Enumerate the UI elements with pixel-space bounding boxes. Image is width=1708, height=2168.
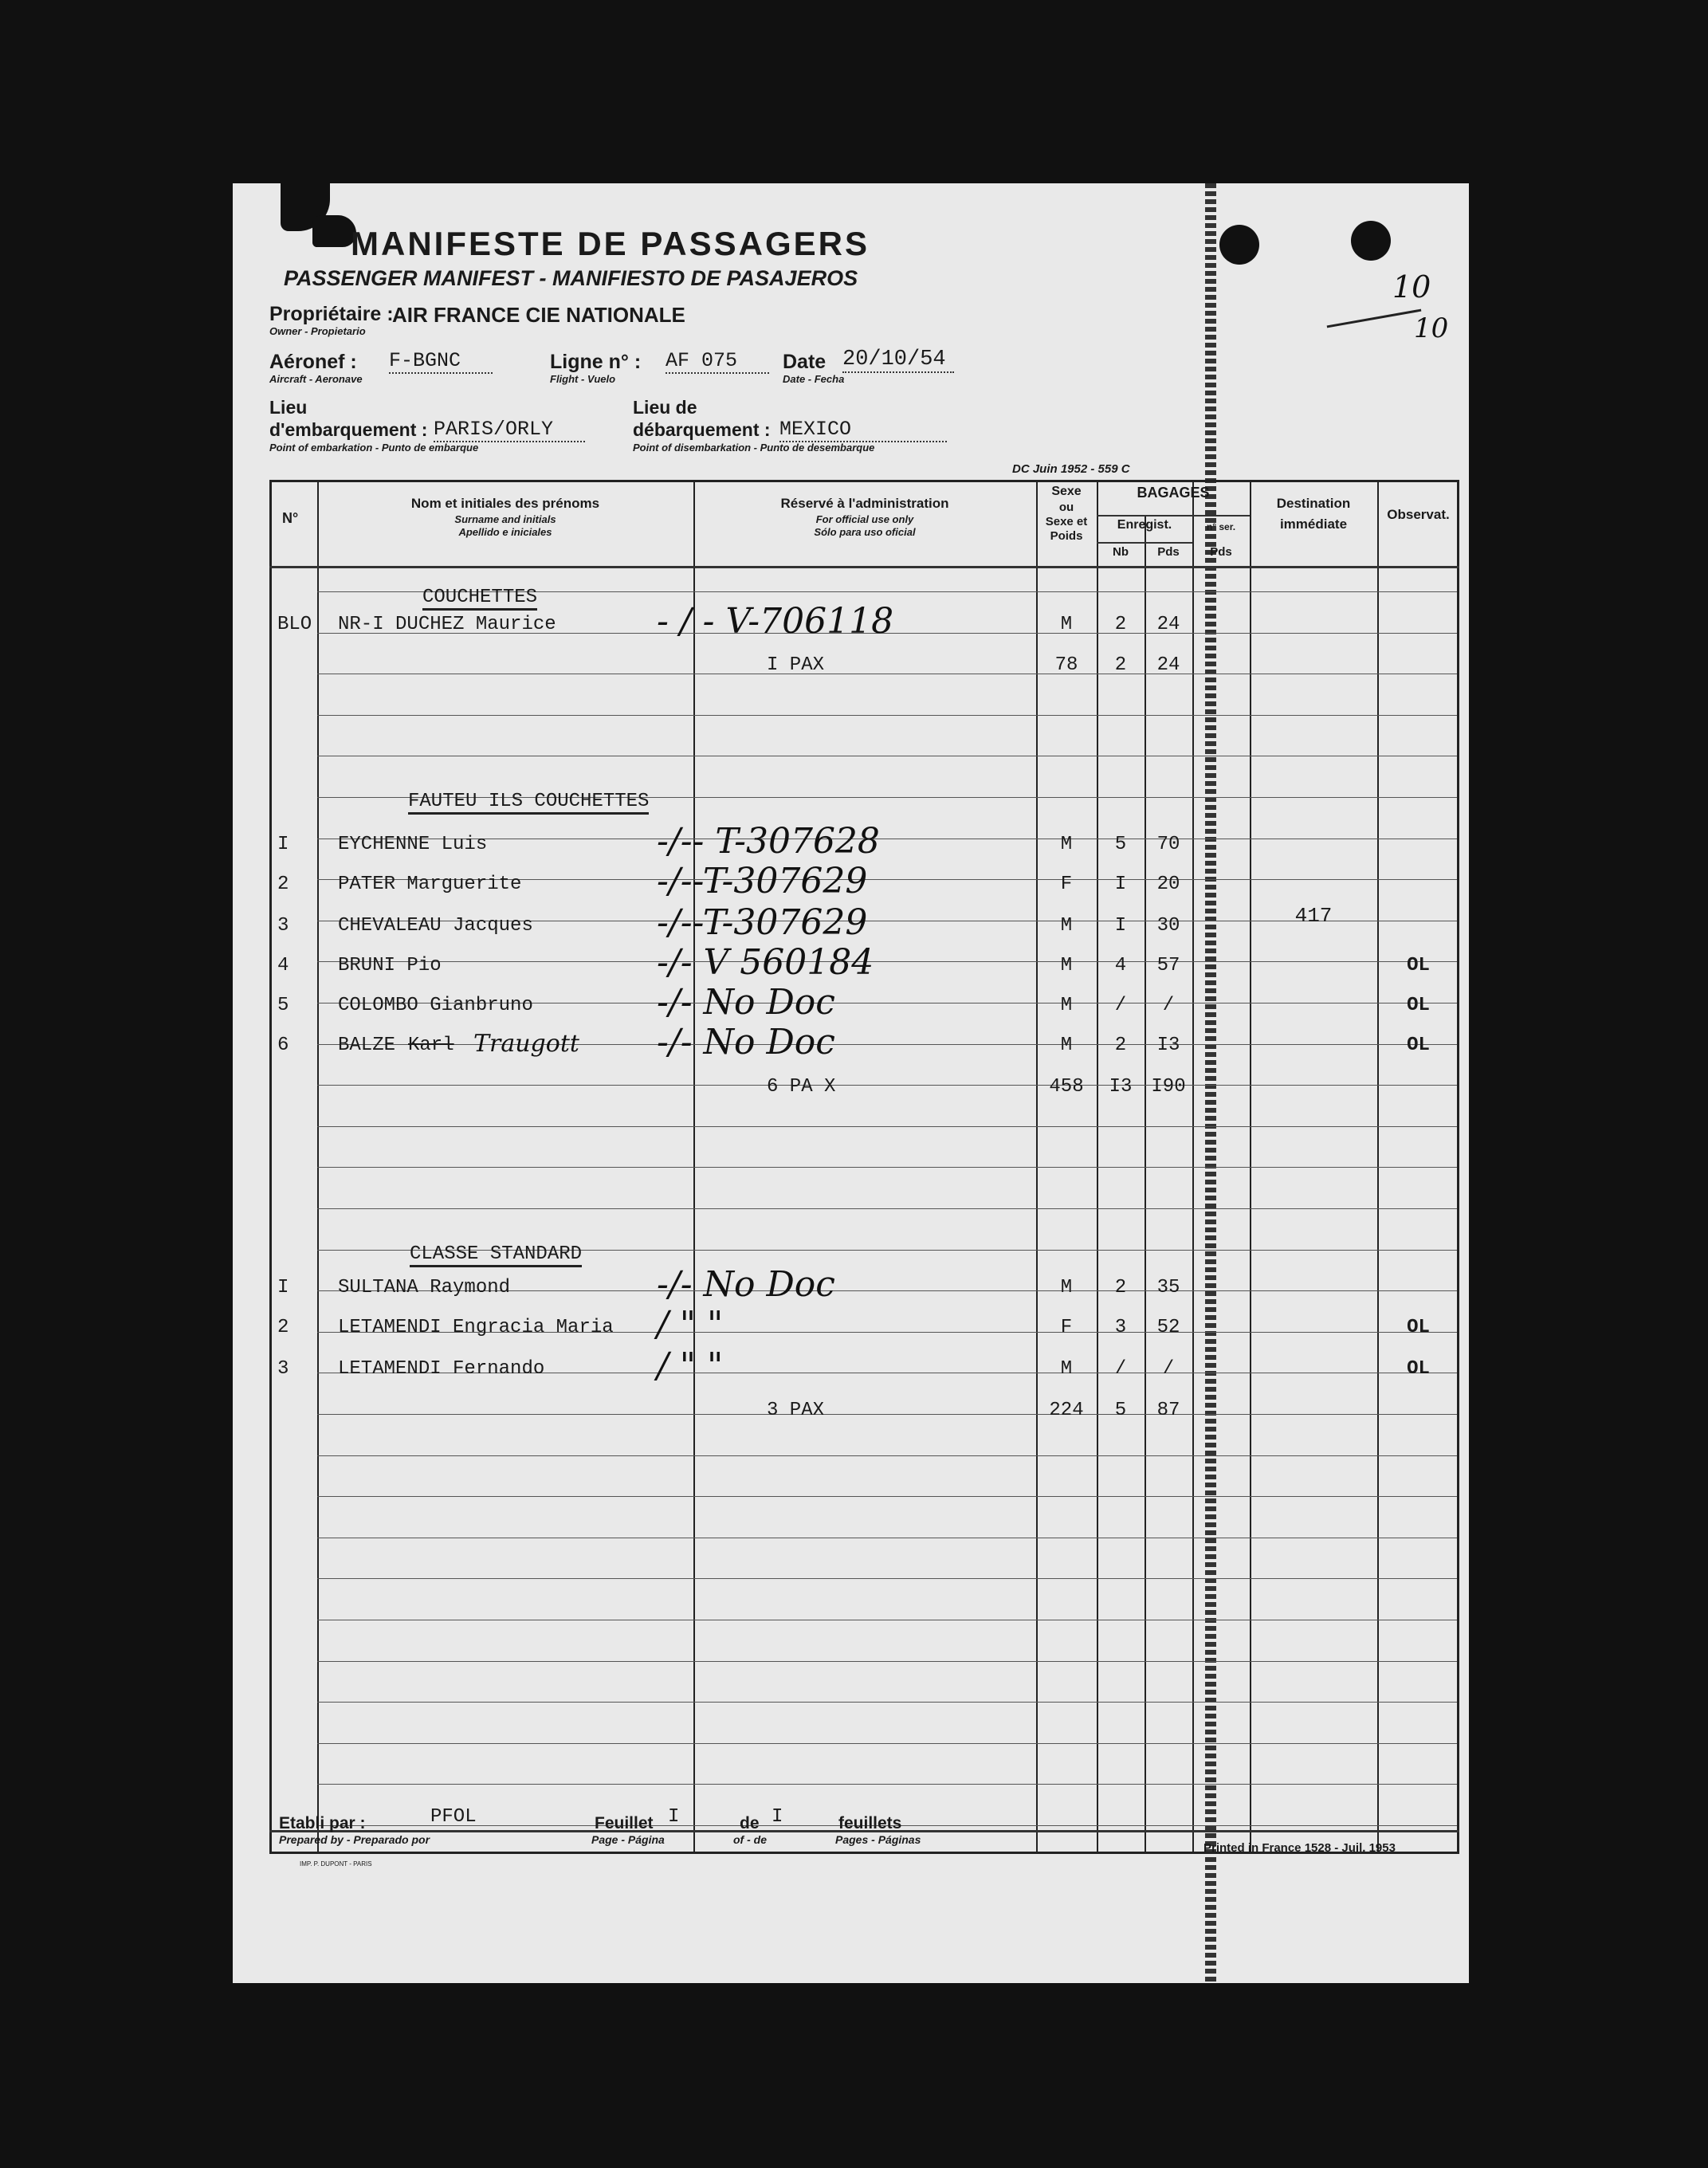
row-sex: 458 <box>1049 1076 1084 1098</box>
row-admin: 6 PA X <box>767 1076 836 1098</box>
form-code: DC Juin 1952 - 559 C <box>1012 462 1130 476</box>
row-admin: / " " <box>657 1345 724 1386</box>
sheet-value: I <box>668 1806 680 1828</box>
date-label: Date <box>783 351 827 373</box>
row-admin: -/--T-307629 <box>657 902 868 943</box>
sheet-note-top: 10 <box>1392 269 1431 304</box>
row-bag-nb: / <box>1114 1358 1127 1380</box>
row-name-struck: Karl <box>408 1035 454 1056</box>
row-sex: M <box>1060 1358 1073 1380</box>
col-bagages: BAGAGES <box>1137 485 1210 501</box>
row-obs: OL <box>1407 955 1430 976</box>
disembark-label-2: débarquement : <box>633 419 771 440</box>
of-label: de <box>740 1814 760 1832</box>
row-name: BALZE <box>338 1035 396 1056</box>
sheet-label: Feuillet <box>595 1814 654 1832</box>
row-name: NR-I DUCHEZ Maurice <box>338 614 556 635</box>
col-name-3: Apellido e iniciales <box>458 526 552 538</box>
printed-note: Printed in France 1528 - Juil. 1953 <box>1203 1841 1396 1855</box>
section-fauteuils: FAUTEU ILS COUCHETTES <box>408 791 649 815</box>
prepared-label: Etabli par : <box>279 1814 366 1832</box>
col-sex-2: ou <box>1058 501 1074 514</box>
row-bag-pds: I3 <box>1156 1035 1180 1056</box>
flight-label: Ligne n° : <box>550 351 642 373</box>
owner-label-sub: Owner - Propietario <box>269 325 366 337</box>
row-admin: -/--T-307629 <box>657 861 868 901</box>
row-bag-nb: 5 <box>1114 834 1127 855</box>
col-obs: Observat. <box>1387 507 1450 522</box>
row-bag-nb: I <box>1114 915 1127 937</box>
col-name-1: Nom et initiales des prénoms <box>410 496 600 511</box>
row-bag-nb: 4 <box>1114 955 1127 976</box>
sheet-label-sub: Page - Página <box>591 1833 665 1846</box>
row-sex: M <box>1060 834 1073 855</box>
row-bag-nb: 2 <box>1114 1035 1127 1056</box>
row-sex: F <box>1060 874 1073 895</box>
row-obs: OL <box>1407 1317 1430 1338</box>
sheet-note-divider <box>1327 309 1422 328</box>
embark-value: PARIS/ORLY <box>434 418 585 442</box>
row-name: SULTANA Raymond <box>338 1277 511 1298</box>
col-no: N° <box>282 510 299 526</box>
row-sex: M <box>1060 955 1073 976</box>
row-admin: -/- No Doc <box>657 1264 835 1305</box>
row-admin: -/- V 560184 <box>657 942 874 983</box>
row-sex: M <box>1060 1035 1073 1056</box>
row-obs: OL <box>1407 1035 1430 1056</box>
row-name: PATER Marguerite <box>338 874 522 895</box>
flight-value: AF 075 <box>666 349 769 374</box>
row-sex: M <box>1060 614 1073 635</box>
of-label-sub: of - de <box>733 1833 767 1846</box>
col-nb: Nb <box>1113 545 1129 559</box>
row-bag-pds: 20 <box>1156 874 1180 895</box>
aircraft-label-sub: Aircraft - Aeronave <box>269 373 363 385</box>
row-sex: M <box>1060 995 1073 1016</box>
row-bag-pds: I90 <box>1151 1076 1186 1098</box>
row-sex: 224 <box>1049 1400 1084 1421</box>
col-pds2: Pds <box>1210 545 1232 559</box>
disembark-value: MEXICO <box>779 418 947 442</box>
row-bag-nb: 2 <box>1114 1277 1127 1298</box>
flight-label-sub: Flight - Vuelo <box>550 373 616 385</box>
col-admin-1: Réservé à l'administration <box>780 496 949 511</box>
row-bag-nb: 5 <box>1114 1400 1127 1421</box>
row-bag-pds: 35 <box>1156 1277 1180 1298</box>
punch-hole-2 <box>1351 221 1391 261</box>
row-sex: M <box>1060 915 1073 937</box>
prepared-value: PFOL <box>430 1806 477 1828</box>
row-bag-pds: 24 <box>1156 654 1180 676</box>
of-value: I <box>772 1806 783 1828</box>
col-dest-1: Destination <box>1276 496 1351 511</box>
date-value: 20/10/54 <box>842 348 954 373</box>
col-enreg: Enregist. <box>1117 518 1172 532</box>
row-no: 4 <box>277 955 289 976</box>
row-obs: OL <box>1407 995 1430 1016</box>
col-dest-2: immédiate <box>1279 516 1348 532</box>
col-pds: Pds <box>1157 545 1180 559</box>
row-sex: F <box>1060 1317 1073 1338</box>
passenger-table <box>269 480 1459 1854</box>
row-no: I <box>277 1277 289 1298</box>
row-no: 5 <box>277 995 289 1016</box>
row-no: 2 <box>277 1317 289 1338</box>
col-admin-3: Sólo para uso oficial <box>814 526 916 538</box>
title-fr: MANIFESTE DE PASSAGERS <box>351 225 870 262</box>
embark-label-1: Lieu <box>269 397 308 418</box>
col-sex-1: Sexe <box>1051 485 1082 498</box>
col-sex-3: Sexe et <box>1045 515 1088 528</box>
printer-note: IMP. P. DUPONT - PARIS <box>300 1860 372 1868</box>
row-bag-pds: 24 <box>1156 614 1180 635</box>
section-standard: CLASSE STANDARD <box>410 1243 582 1267</box>
row-bag-pds: 70 <box>1156 834 1180 855</box>
punch-hole-1 <box>1219 225 1259 265</box>
row-name: LETAMENDI Fernando <box>338 1358 545 1380</box>
pages-label-sub: Pages - Páginas <box>835 1833 921 1846</box>
row-admin: -/- No Doc <box>657 982 835 1023</box>
date-label-sub: Date - Fecha <box>783 373 845 385</box>
row-name: LETAMENDI Engracia Maria <box>338 1317 614 1338</box>
row-sex: M <box>1060 1277 1073 1298</box>
row-name: EYCHENNE Luis <box>338 834 488 855</box>
row-bag-pds: 57 <box>1156 955 1180 976</box>
row-bag-pds: 30 <box>1156 915 1180 937</box>
row-bag-pds: / <box>1162 995 1175 1016</box>
row-sex: 78 <box>1054 654 1078 676</box>
col-no-ser: n° ser. <box>1206 521 1236 532</box>
row-admin: I PAX <box>767 654 825 676</box>
section-couchettes: COUCHETTES <box>422 587 537 611</box>
row-no: 3 <box>277 1358 289 1380</box>
sheet-note-bottom: 10 <box>1414 312 1449 344</box>
embark-label-sub: Point of embarkation - Punto de embarque <box>269 442 479 454</box>
manifest-sheet <box>233 183 1469 1983</box>
aircraft-value: F-BGNC <box>389 349 493 374</box>
row-bag-nb: I <box>1114 874 1127 895</box>
row-admin: -/-- T-307628 <box>657 821 880 862</box>
disembark-label-sub: Point of disembarkation - Punto de desembarque <box>633 442 875 454</box>
row-bag-pds: 87 <box>1156 1400 1180 1421</box>
row-admin: 3 PAX <box>767 1400 825 1421</box>
row-no: I <box>277 834 289 855</box>
row-name: COLOMBO Gianbruno <box>338 995 533 1016</box>
row-bag-nb: / <box>1114 995 1127 1016</box>
row-admin: -/- No Doc <box>657 1022 835 1062</box>
row-admin: / " " <box>657 1304 724 1345</box>
row-bag-nb: I3 <box>1109 1076 1133 1098</box>
row-no: 6 <box>277 1035 289 1056</box>
row-name-handwritten: Traugott <box>473 1030 579 1058</box>
pages-label: feuillets <box>838 1814 902 1832</box>
row-no: 3 <box>277 915 289 937</box>
row-bag-nb: 3 <box>1114 1317 1127 1338</box>
row-no: BLO <box>277 614 312 635</box>
row-name: CHEVALEAU Jacques <box>338 915 533 937</box>
aircraft-label: Aéronef : <box>269 351 357 373</box>
embark-label-2: d'embarquement : <box>269 419 428 440</box>
col-name-2: Surname and initials <box>454 513 556 525</box>
col-sex-4: Poids <box>1050 529 1083 543</box>
row-bag-nb: 2 <box>1114 614 1127 635</box>
row-obs: OL <box>1407 1358 1430 1380</box>
row-name: BRUNI Pio <box>338 955 442 976</box>
disembark-label-1: Lieu de <box>633 397 697 418</box>
row-bag-nb: 2 <box>1114 654 1127 676</box>
row-bag-pds: 52 <box>1156 1317 1180 1338</box>
row-dest: 417 <box>1294 904 1333 928</box>
owner-value: AIR FRANCE CIE NATIONALE <box>392 303 685 327</box>
row-no: 2 <box>277 874 289 895</box>
row-bag-pds: / <box>1162 1358 1175 1380</box>
col-admin-2: For official use only <box>815 513 914 525</box>
title-en-es: PASSENGER MANIFEST - MANIFIESTO DE PASAJEROS <box>284 266 858 290</box>
prepared-label-sub: Prepared by - Preparado por <box>279 1833 430 1846</box>
row-admin: - / - V-706118 <box>657 601 894 642</box>
owner-label: Propriétaire : <box>269 303 394 325</box>
